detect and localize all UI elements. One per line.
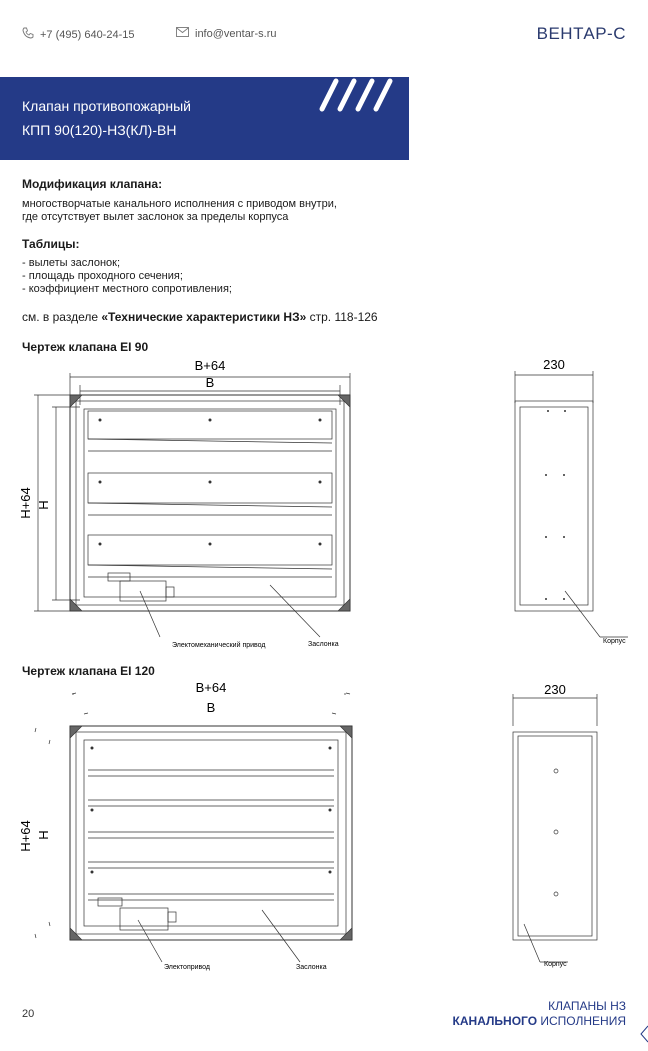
phone-number[interactable]: +7 (495) 640-24-15 — [40, 28, 135, 41]
email-address[interactable]: info@ventar-s.ru — [195, 27, 277, 40]
footer-line2-rest: ИСПОЛНЕНИЯ — [537, 1014, 626, 1028]
dim-b-label: B — [206, 700, 216, 715]
dim-b64-label: B+64 — [195, 680, 227, 695]
reference-pages: стр. 118-126 — [306, 310, 378, 324]
phone-icon — [22, 27, 34, 42]
dim-h-label: H — [36, 500, 51, 510]
tables-list-item: - площадь проходного сечения; — [22, 270, 183, 282]
tables-list-item: - вылеты заслонок; — [22, 257, 121, 269]
footer-line1: КЛАПАНЫ НЗ — [548, 999, 626, 1013]
dim-b64-label: B+64 — [194, 358, 226, 373]
tables-list-item: - коэффициент местного сопротивления; — [22, 283, 232, 295]
mail-icon — [176, 27, 189, 40]
drawing-ei120 — [0, 680, 648, 975]
dim-depth-label: 230 — [543, 357, 565, 372]
tables-list — [22, 257, 232, 296]
drawing-ei90-title: Чертеж клапана EI 90 — [22, 340, 149, 354]
modification-heading: Модификация клапана: — [22, 177, 163, 191]
title-banner — [0, 77, 409, 160]
corner-chevron-icon — [638, 1024, 648, 1044]
drawing-ei90 — [0, 355, 648, 655]
damper-label: Заслонка — [308, 641, 339, 648]
drive-label: Электопривод — [164, 964, 210, 971]
reference-prefix: см. в разделе — [22, 310, 102, 324]
page-number: 20 — [22, 1008, 35, 1020]
drive-label: Электомеханический привод — [172, 642, 266, 649]
modification-line: где отсутствует вылет заслонок за пределы корпуса — [22, 211, 289, 223]
modification-text — [22, 198, 337, 224]
banner-title-line2: КПП 90(120)-НЗ(КЛ)-ВН — [22, 122, 177, 138]
dim-h64-label: H+64 — [18, 487, 33, 519]
dim-b-label: B — [205, 375, 215, 390]
stripes-decoration — [318, 77, 402, 113]
modification-line: многостворчатые канального исполнения с приводом внутри, — [22, 198, 337, 210]
reference-line — [22, 310, 378, 324]
footer-line2-bold: КАНАЛЬНОГО — [452, 1014, 538, 1028]
footer-line2 — [453, 1014, 626, 1029]
damper-label: Заслонка — [296, 964, 327, 971]
phone-contact — [22, 27, 134, 42]
footer-section-title — [453, 999, 626, 1029]
dim-h64-label: H+64 — [18, 820, 33, 852]
dim-h-label: H — [36, 830, 51, 840]
banner-title-line1: Клапан противопожарный — [22, 98, 192, 114]
body-label: Корпус — [544, 961, 567, 968]
body-label: Корпус — [603, 638, 626, 645]
dim-depth-label: 230 — [544, 682, 566, 697]
tables-heading: Таблицы: — [22, 237, 80, 251]
brand-name: ВЕНТАР-С — [536, 24, 626, 43]
reference-section-link[interactable]: «Технические характеристики НЗ» — [101, 310, 307, 324]
drawing-ei120-title: Чертеж клапана EI 120 — [22, 664, 155, 678]
email-contact — [176, 27, 276, 40]
